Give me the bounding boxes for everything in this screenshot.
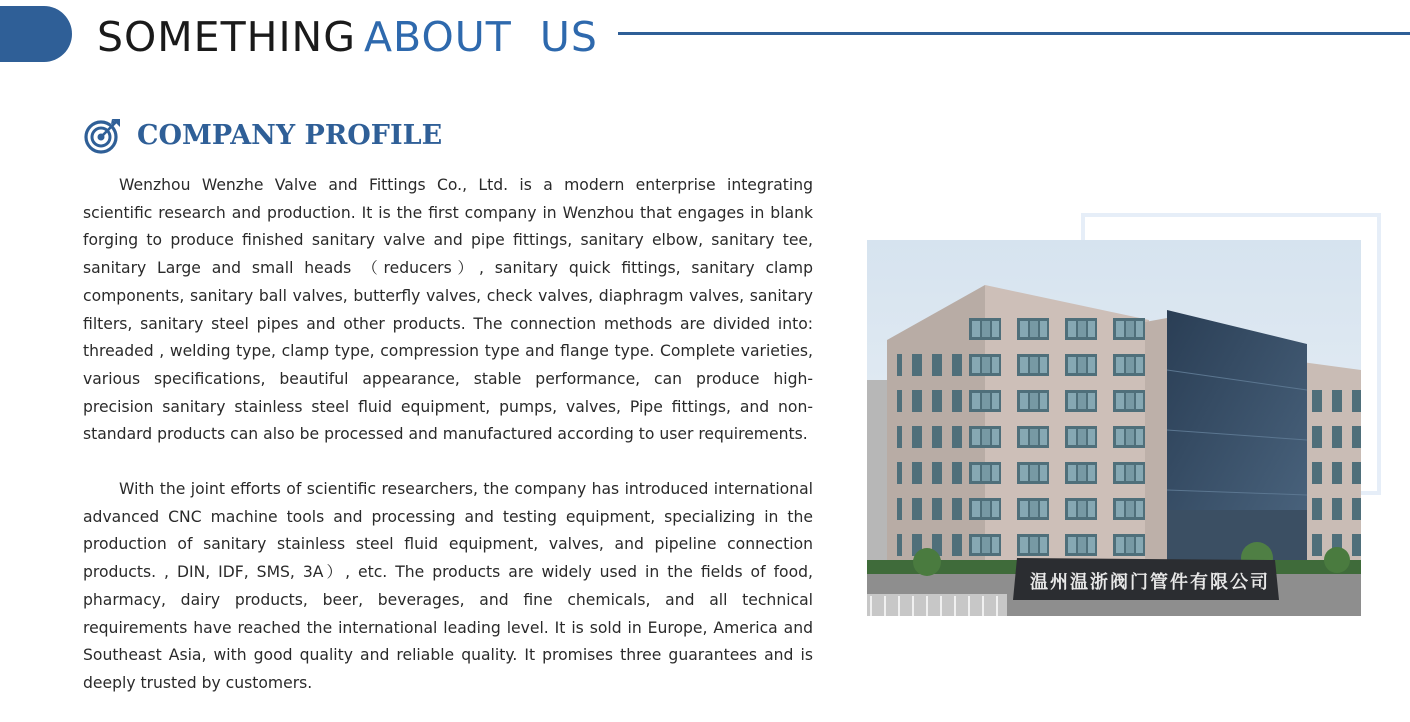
header-accent-tab: [0, 6, 72, 62]
page-title-main: SOMETHING: [97, 13, 356, 61]
section-title: COMPANY PROFILE: [137, 120, 443, 151]
target-icon: [84, 117, 122, 155]
header-divider: [618, 32, 1410, 35]
profile-paragraph-1: Wenzhou Wenzhe Valve and Fittings Co., Ltd. is a modern enterprise integrating scientific research and production. It is the first company in Wenzhou that engages in blank forging to produce finished sanitary valve and pipe fittings, sanitary elbow, sanitary tee, sanitary Large and small heads （reducers）, sanitary quick fittings, sanitary clamp components, sanitary ball valves, butterfly valves, check valves, diaphragm valves, sanitary filters, sanitary steel pipes and other products. The connection methods are divided into: threaded , welding type, clamp type, compression type and flange type. Complete varieties, various specifications, beautiful appearance, stable performance, can produce high- precision sanitary stainless steel fluid equipment, pumps, valves, Pipe fittings, and non-standard products can also be processed and manufactured according to user requirements.: [83, 176, 813, 444]
company-building-photo: [867, 240, 1361, 616]
page-title-accent: ABOUT US: [363, 13, 598, 61]
company-sign: 温州温浙阀门管件有限公司: [1030, 572, 1270, 593]
profile-paragraph-2: With the joint efforts of scientific researchers, the company has introduced international advanced CNC machine tools and processing and testing equipment, specializing in the production of sanitary stainless steel fluid equipment, valves, and pipeline connection products. , DIN, IDF, SMS, 3A）, etc. The products are widely used in the fields of food, pharmacy, dairy products, beer, beverages, and fine chemicals, and all technical requirements have reached the international leading level. It is sold in Europe, America and Southeast Asia, with good quality and reliable quality. It promises three guarantees and is deeply trusted by customers.: [83, 480, 813, 692]
page-title: [97, 12, 598, 62]
